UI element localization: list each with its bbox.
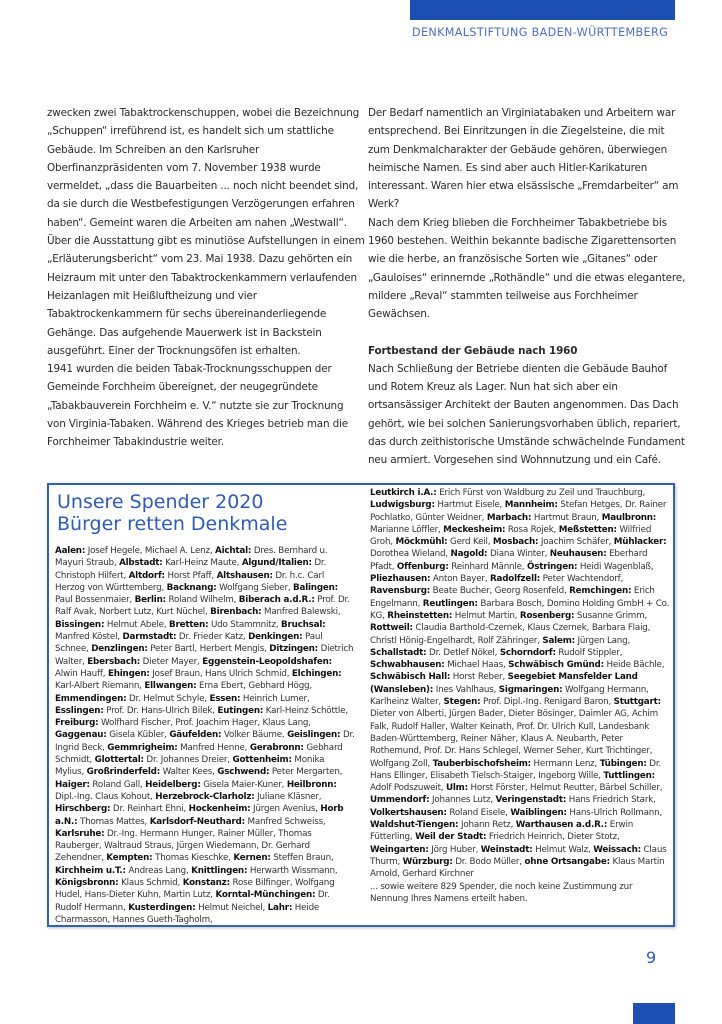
- donor-names: Dorothea Wieland,: [370, 549, 451, 560]
- donor-names: Hans Friedrich Stark,: [566, 795, 656, 806]
- donor-list-left-column: [55, 545, 355, 926]
- donor-names: Joachim Schäfer,: [538, 537, 614, 548]
- donor-place: Radolfzell:: [490, 574, 541, 585]
- donor-names: Barbara Bosch, Domino Holding GmbH + Co. KG,: [370, 598, 670, 621]
- donor-names: Gisela Kübler,: [106, 730, 170, 741]
- donor-place: Gäufelden:: [169, 730, 222, 741]
- donor-entry: [155, 792, 321, 802]
- donor-place: Kirchheim u.T.:: [55, 865, 126, 876]
- donor-place: Kernen:: [233, 853, 271, 864]
- donor-place: Neuhausen:: [549, 549, 607, 560]
- donor-names: Erich Fürst von Waldburg zu Zeil und Trauchburg,: [436, 488, 646, 498]
- donor-place: Weingarten:: [370, 844, 429, 855]
- donor-names: Johannes Lutz,: [429, 795, 496, 806]
- donor-place: Sigmaringen:: [498, 684, 563, 695]
- donor-entry: [370, 488, 645, 498]
- donor-place: Ehingen:: [107, 668, 150, 679]
- donor-entry: [487, 513, 602, 523]
- donor-entry: [490, 574, 623, 584]
- donor-place: Großrinderfeld:: [86, 767, 161, 778]
- donor-place: Knittlingen:: [191, 865, 248, 876]
- donor-names: Prof. Dr. Hans-Ulrich Bilek,: [103, 705, 218, 716]
- donor-entry: [129, 571, 217, 581]
- donor-place: Essen:: [209, 693, 241, 704]
- donor-entry: [444, 697, 614, 707]
- donor-entry: [493, 537, 614, 547]
- donor-place: Gemmrigheim:: [107, 742, 178, 753]
- donor-names: Horst Förster, Helmut Reutter, Bärbel Schiller,: [467, 783, 663, 794]
- donor-place: Weil der Stadt:: [415, 832, 487, 843]
- donor-entry: [370, 795, 496, 805]
- donor-names: Jörg Huber,: [428, 844, 481, 855]
- donor-place: Algund/Italien:: [241, 558, 312, 569]
- donor-list-box: [47, 483, 675, 927]
- donor-entry: [520, 611, 647, 621]
- donor-names: Manfred Schweiss,: [244, 816, 326, 827]
- donor-names: Wolfgang Hermann, Karlheinz Walter,: [370, 684, 649, 708]
- donor-place: Gaggenau:: [55, 730, 107, 741]
- donor-entry: [370, 672, 508, 682]
- donor-names: Juliane Kläsner,: [254, 791, 322, 802]
- donor-names: Dr.-Ing. Hermann Hunger, Rainer Müller, Thomas Rauberger, Waltraud Straus, Jürgen Wiedemann, Dr. Gerhard Zehendner,: [55, 828, 312, 864]
- donor-place: Königsbronn:: [55, 878, 119, 889]
- donor-names: Hans-Ulrich Rollmann,: [566, 807, 663, 818]
- donor-place: Tauberbischofsheim:: [432, 758, 531, 769]
- donor-place: Rosenberg:: [519, 610, 575, 621]
- donor-names: Horst Pfaff,: [164, 570, 217, 581]
- donor-place: Reutlingen:: [422, 598, 478, 609]
- donor-names: Peter Bartl, Herbert Mengis,: [147, 644, 270, 655]
- donor-entry: [106, 853, 233, 863]
- donor-place: ohne Ortsangabe:: [524, 856, 610, 867]
- donor-names: Rosa Rojek,: [505, 524, 559, 535]
- donor-names: Dieter Mayer,: [140, 656, 203, 667]
- donor-place: Meßstetten:: [558, 524, 617, 535]
- donor-entry: [55, 878, 183, 888]
- donor-entry: [55, 730, 169, 740]
- donor-entry: [128, 903, 267, 913]
- donor-box-subtitle-line: Bürger retten Denkmale: [57, 513, 288, 535]
- donor-place: Waldshut-Tiengen:: [370, 820, 459, 831]
- donor-place: Darmstadt:: [122, 632, 177, 643]
- donor-names: Heinrich Lumer,: [240, 693, 310, 704]
- article-paragraph: Nach dem Krieg blieben die Forchheimer Tabakbetriebe bis 1960 bestehen. Weithin bekannte badische Zigarettensorten wie die herbe, an französische Sorten wie „Gitanes“ oder „Gauloises“ erinnernde „Rothändle“ und die etwas elegantere, mildere „Reval“ stammten teilweise aus Forchheimer Gewächsen.: [368, 216, 686, 321]
- donor-names: Michael Haas,: [444, 660, 509, 671]
- donor-place: Mühlacker:: [613, 537, 667, 548]
- donor-entry: [481, 845, 593, 855]
- donor-names: Ines Vahlhaus,: [433, 684, 499, 695]
- donor-entry: [145, 780, 287, 790]
- donor-entry: [95, 755, 233, 765]
- donor-names: Roland Eisele,: [446, 807, 511, 818]
- donor-place: Volkertshausen:: [370, 807, 447, 818]
- donor-names: Heide Charmasson, Hannes Gueth-Tagholm,: [55, 902, 320, 925]
- donor-place: Hockenheim:: [188, 804, 251, 815]
- donor-place: Balingen:: [293, 582, 338, 593]
- donor-entry: [150, 817, 326, 827]
- donor-entry: [108, 669, 292, 679]
- donor-place: Gerabronn:: [249, 742, 304, 753]
- donor-place: Rheinstetten:: [387, 610, 453, 621]
- donor-names: Herwarth Wissmann,: [247, 865, 338, 876]
- donor-names: Andreas Lang,: [125, 865, 192, 876]
- donor-box-title-line: Unsere Spender 2020: [57, 491, 264, 513]
- donor-place: Heidelberg:: [145, 779, 201, 790]
- donor-place: Mosbach:: [492, 537, 539, 548]
- donor-entry: [233, 853, 333, 863]
- page-number: 9: [646, 948, 657, 967]
- donor-entry: [496, 795, 656, 805]
- donor-entry: [189, 804, 321, 814]
- donor-entry: [527, 562, 653, 572]
- donor-place: Backnang:: [166, 582, 217, 593]
- donor-place: Pliezhausen:: [370, 574, 431, 585]
- donor-place: Schorndorf:: [499, 647, 556, 658]
- donor-names: Roland Wilhelm,: [165, 595, 239, 606]
- donor-place: Heilbronn:: [286, 779, 337, 790]
- donor-names: Karl-Heinz Schöttle,: [263, 705, 348, 716]
- donor-place: Horb a.N.:: [55, 804, 344, 827]
- donor-place: Haiger:: [55, 779, 90, 790]
- donor-entry: [415, 832, 620, 842]
- donor-entry: [387, 611, 520, 621]
- donor-names: Paul Bossenmaier,: [55, 595, 135, 606]
- donor-names: Dr. Bodo Müller,: [452, 856, 525, 867]
- donor-place: Karlsruhe:: [55, 828, 105, 839]
- donor-entry: [217, 706, 348, 716]
- donor-names: Erich Engelmann,: [370, 586, 655, 609]
- donor-place: Nagold:: [450, 549, 488, 560]
- donor-names: Peter Mergarten,: [269, 767, 343, 778]
- donor-names: Rudolf Stippler,: [555, 647, 623, 658]
- donor-place: Konstanz:: [182, 878, 230, 889]
- article-paragraph: 1941 wurden die beiden Tabak-Trocknungsschuppen der Gemeinde Forchheim übereignet, der neugegründete „Tabakbauverein Forchheim e. V.“ nutzte sie zur Trocknung von Virginia-Tabaken. Während des Krieges betrieb man die Forchheimer Tabakindustrie weiter.: [47, 363, 349, 449]
- donor-place: Aichtal:: [215, 546, 252, 556]
- donor-entry: [370, 574, 490, 584]
- donor-place: Herzebrock-Clarholz:: [155, 791, 255, 802]
- donor-names: Hermann Lenz,: [530, 758, 600, 769]
- donor-names: Roland Gall,: [89, 779, 146, 790]
- donor-names: Hartmut Braun,: [531, 512, 602, 523]
- donor-entry: [508, 660, 664, 670]
- donor-names: Heide Bächle,: [603, 660, 665, 671]
- donor-entry: [55, 706, 217, 716]
- article-left-column: [47, 104, 365, 452]
- donor-names: Dr. Ingrid Beck,: [55, 730, 355, 753]
- donor-names: Helmut Neichel,: [195, 902, 268, 913]
- donor-names: Heidi Wagenblaß,: [577, 561, 654, 572]
- donor-place: Schallstadt:: [370, 647, 427, 658]
- donor-names: Eberhard Pfadt,: [370, 549, 648, 572]
- donor-entry: [169, 730, 287, 740]
- donor-entry: [210, 607, 340, 617]
- donor-place: Ulm:: [445, 783, 468, 794]
- donor-names: Dr. Frieder Katz,: [176, 632, 249, 643]
- donor-place: Eggenstein-Leopoldshafen:: [202, 656, 332, 667]
- donor-names: Erna Ebert, Gebhard Högg,: [196, 681, 312, 692]
- donor-names: Paul Schnee,: [55, 632, 323, 655]
- donor-entry: [217, 767, 342, 777]
- donor-place: Denzlingen:: [91, 644, 148, 655]
- donor-entry: [500, 648, 623, 658]
- donor-place: Schwabhausen:: [370, 660, 445, 671]
- donor-place: Kempten:: [106, 853, 153, 864]
- donor-entry: [55, 718, 311, 728]
- donor-footer-note: ... sowie weitere 829 Spender, die noch keine Zustimmung zur Nennung Ihres Namens erteilt haben.: [370, 881, 633, 904]
- donor-place: Waiblingen:: [510, 807, 567, 818]
- donor-place: Östringen:: [526, 561, 578, 572]
- donor-entry: [450, 549, 549, 559]
- donor-place: Ummendorf:: [370, 795, 430, 806]
- donor-names: Marianne Löffler,: [370, 524, 444, 535]
- donor-place: Esslingen:: [55, 705, 104, 716]
- donor-place: Stegen:: [443, 697, 481, 708]
- donor-names: Hartmut Eisele,: [434, 500, 505, 511]
- donor-place: Birenbach:: [210, 607, 262, 618]
- donor-names: Dr. Detlef Nökel,: [426, 647, 500, 658]
- donor-place: Schwäbisch Gmünd:: [508, 660, 604, 671]
- donor-place: Ravensburg:: [370, 586, 431, 597]
- donor-place: Ellwangen:: [144, 681, 197, 692]
- donor-entry: [370, 648, 500, 658]
- donor-place: Möckmühl:: [395, 537, 448, 548]
- donor-place: Karlsdorf-Neuthard:: [149, 816, 245, 827]
- article-paragraph: zwecken zwei Tabaktrockenschuppen, wobei die Bezeichnung „Schuppen“ irreführend ist, es handelt sich um stattliche Gebäude. Im Schreiben an den Karlsruher Oberfinanzpräsidenten vom 7. November 1938 wurde vermeldet, „dass die Bauarbeiten ... noch nicht beendet sind, da sie durch die Westbefestigungen Verzögerungen erfahren haben“. Gemeint waren die Arbeiten am nahen „Westwall“.: [47, 107, 360, 229]
- donor-entry: [87, 657, 202, 667]
- donor-names: Klaus Schmid,: [118, 878, 183, 889]
- donor-place: Biberach a.d.R.:: [238, 595, 315, 606]
- donor-names: Manfred Henne,: [177, 742, 250, 753]
- donor-names: Wolfgang Sieber,: [216, 582, 294, 593]
- donor-place: Weissach:: [593, 844, 641, 855]
- donor-entry: [55, 866, 191, 876]
- donor-list-right-column: [370, 487, 670, 905]
- donor-place: Salem:: [542, 635, 575, 646]
- donor-names: Reinhard Männle,: [448, 561, 527, 572]
- donor-names: Friedrich Heinrich, Dieter Stotz,: [486, 832, 620, 843]
- donor-names: Dr. Helmut Schyle,: [126, 693, 210, 704]
- donor-entries: [370, 488, 669, 879]
- donor-names: Claus Thurm,: [370, 844, 667, 867]
- donor-entry: [55, 780, 145, 790]
- donor-entry: [510, 808, 662, 818]
- donor-names: Monika Mylius,: [55, 755, 325, 778]
- donor-place: Ditzingen:: [269, 644, 318, 655]
- donor-place: Emmendingen:: [55, 693, 127, 704]
- donor-place: Elchingen:: [291, 668, 342, 679]
- donor-names: Klaus Martin Arnold, Gerhard Kirchner: [370, 856, 665, 880]
- donor-entry: [370, 845, 481, 855]
- donor-names: Dr. Rudolf Hermann,: [55, 890, 330, 913]
- donor-place: Korntal-Münchingen:: [215, 890, 316, 901]
- donor-place: Bruchsal:: [281, 619, 326, 630]
- donor-names: Gisela Maier-Kuner,: [200, 779, 287, 790]
- donor-names: Dietrich Walter,: [55, 644, 354, 667]
- donor-entry: [446, 783, 662, 793]
- donor-place: Hirschberg:: [55, 804, 111, 815]
- donor-names: Dr. h.c. Carl Herzog von Württemberg,: [55, 570, 325, 593]
- donor-names: Dr. Johannes Dreier,: [143, 755, 233, 766]
- donor-place: Mannheim:: [504, 500, 558, 511]
- donor-place: Meckesheim:: [443, 524, 506, 535]
- donor-place: Seegebiet Mansfelder Land (Wansleben):: [370, 672, 638, 695]
- donor-names: Dieter von Alberti, Jürgen Bader, Dieter Bösinger, Daimler AG, Achim Falk, Rudolf Haller, Walter Keinath, Prof. Dr. Ulrich Kull, Landesbank Baden-Württemberg, Reiner Näher, Klaus A. Neubarth, Peter Rothemund, Prof. Dr. Hans Schlegel, Werner Seher, Kurt Trichtinger, Wolfgang Zoll,: [370, 709, 658, 769]
- donor-entry: [169, 620, 281, 630]
- donor-names: Wolfhard Fischer, Prof. Joachim Hager, Klaus Lang,: [98, 718, 311, 729]
- header-color-bar: [410, 0, 675, 20]
- donor-entry: [119, 558, 242, 568]
- donor-place: Tübingen:: [599, 758, 647, 769]
- donor-place: Freiburg:: [55, 718, 99, 729]
- donor-place: Veringenstadt:: [495, 795, 567, 806]
- donor-place: Gschwend:: [217, 767, 270, 778]
- donor-entry: [135, 595, 239, 605]
- donor-names: Gebhard Schmidt,: [55, 742, 343, 766]
- donor-place: Offenburg:: [396, 561, 449, 572]
- donor-place: Tuttlingen:: [603, 770, 655, 781]
- donor-names: Josef Hegele, Michael A. Lenz,: [85, 546, 216, 556]
- donor-place: Ludwigsburg:: [370, 500, 435, 511]
- donor-place: Bretten:: [169, 619, 209, 630]
- donor-names: Gerd Keil,: [447, 537, 493, 548]
- donor-names: Jürgen Avenius,: [250, 804, 321, 815]
- donor-box-title: [57, 491, 287, 535]
- donor-names: Jürgen Lang,: [574, 635, 631, 646]
- donor-place: Warthausen a.d.R.:: [515, 820, 608, 831]
- donor-names: Manfred Balewski,: [261, 607, 341, 618]
- donor-names: Udo Stammnitz,: [208, 619, 282, 630]
- donor-place: Altdorf:: [128, 570, 165, 581]
- donor-entry: [209, 694, 309, 704]
- donor-place: Kusterdingen:: [128, 902, 196, 913]
- donor-entry: [55, 546, 215, 556]
- donor-names: Helmut Martin,: [452, 610, 520, 621]
- donor-entry: [87, 767, 218, 777]
- donor-entry: [433, 759, 600, 769]
- donor-entry: [167, 583, 293, 593]
- donor-names: Rose Bilfinger, Wolfgang Hudel, Hans-Dieter Kuhn, Martin Lutz,: [55, 878, 335, 901]
- donor-entry: [395, 537, 492, 547]
- donor-names: Volker Bäume,: [221, 730, 288, 741]
- donor-names: Susanne Grimm,: [574, 610, 648, 621]
- donor-names: Alwin Hauff,: [55, 668, 108, 679]
- article-paragraph: Der Bedarf namentlich an Virginiatabaken und Arbeitern war entsprechend. Bei Einritzungen in die Ziegelsteine, die mit zum Denkmalcharakter der Gebäude gehören, überwiegen heimische Namen. Es sind aber auch Hitler-Karikaturen interessant. Waren hier etwa elsässische „Fremdarbeiter“ am Werk?: [368, 107, 679, 211]
- donor-names: Manfred Köstel,: [55, 632, 123, 643]
- article-paragraph: Nach Schließung der Betriebe dienten die Gebäude Bauhof und Rotem Kreuz als Lager. Nun hat sich aber ein ortsansässiger Architekt der Bauten angenommen. Das Dach gehört, wie bei solchen Sanierungsvorhaben üblich, repariert, das durch zeithistorische Umstände schwächelnde Fundament neu armiert. Vorgesehen sind Wohnnutzung und ein Café.: [368, 362, 685, 467]
- footer-color-bar: [633, 1003, 675, 1024]
- donor-place: Schwäbisch Hall:: [370, 672, 451, 683]
- donor-names: Erwin Fütterling,: [370, 820, 634, 843]
- donor-place: Albstadt:: [119, 558, 163, 569]
- donor-place: Geislingen:: [287, 730, 341, 741]
- donor-place: Stuttgart:: [613, 697, 661, 708]
- donor-entry: [397, 562, 527, 572]
- donor-place: Würzburg:: [402, 856, 453, 867]
- donor-entry: [370, 808, 510, 818]
- donor-place: Altshausen:: [216, 570, 273, 581]
- donor-entry: [55, 804, 189, 814]
- donor-names: Horst Reber,: [450, 672, 508, 683]
- donor-place: Berlin:: [134, 595, 166, 606]
- donor-entry: [191, 866, 337, 876]
- donor-names: Thomas Mattes,: [77, 816, 150, 827]
- donor-place: Leutkirch i.A.:: [370, 488, 437, 498]
- donor-entry: [144, 681, 312, 691]
- donor-names: Thomas Kieschke,: [152, 853, 234, 864]
- donor-place: Aalen:: [55, 546, 86, 556]
- donor-names: Steffen Braun,: [270, 853, 334, 864]
- donor-entry: [542, 636, 630, 646]
- article-right-column: [368, 104, 686, 470]
- donor-entry: [443, 525, 559, 535]
- donor-names: Anton Bayer,: [430, 574, 490, 585]
- donor-names: Helmut Abele,: [104, 619, 170, 630]
- donor-names: Dr. Christoph Hilfert,: [55, 558, 327, 581]
- donor-names: Dr. Reinhart Ehni,: [110, 804, 189, 815]
- donor-names: Claudia Barthold-Czernek, Klaus Czernek, Barbara Flaig, Christl Hönig-Engelhardt, Rolf Zähringer,: [370, 623, 651, 646]
- donor-names: Beate Bucher, Georg Rosenfeld,: [430, 586, 570, 597]
- donor-entry: [107, 743, 250, 753]
- donor-place: Weinstadt:: [480, 844, 533, 855]
- donor-names: Helmut Walz,: [532, 844, 594, 855]
- donor-names: Dres. Bernhard u. Mayuri Straub,: [55, 546, 328, 569]
- donor-names: Prof. Dr. Ralf Avak, Norbert Lutz, Kurt Nüchel,: [55, 595, 350, 618]
- donor-names: Stefan Hetges, Dr. Rainer Pochlatko, Günter Weidner,: [370, 500, 667, 523]
- donor-names: Peter Wachtendorf,: [540, 574, 624, 585]
- donor-place: Maulbronn:: [601, 512, 657, 523]
- donor-place: Bissingen:: [55, 619, 105, 630]
- donor-names: Walter Kees,: [160, 767, 218, 778]
- donor-place: Marbach:: [486, 512, 532, 523]
- donor-names: Wilfried Groh,: [370, 524, 652, 548]
- donor-entry: [91, 644, 269, 654]
- donor-place: Glottertal:: [94, 755, 144, 766]
- donor-place: Lahr:: [267, 902, 293, 913]
- donor-entry: [370, 586, 569, 596]
- donor-names: Dipl.-Ing. Claus Kohout,: [55, 791, 156, 802]
- donor-place: Denkingen:: [248, 632, 303, 643]
- donor-entry: [55, 694, 209, 704]
- donor-names: Josef Braun, Hans Ulrich Schmid,: [149, 668, 292, 679]
- donor-entry: [403, 857, 525, 867]
- section-subheading: Fortbestand der Gebäude nach 1960: [368, 344, 578, 357]
- donor-entry: [370, 660, 508, 670]
- donor-names: Prof. Dipl.-Ing. Renigard Baron,: [480, 697, 614, 708]
- donor-entry: [122, 632, 248, 642]
- donor-names: Karl-Albert Riemann,: [55, 681, 145, 692]
- donor-entry: [370, 820, 516, 830]
- donor-names: Johann Retz,: [458, 820, 516, 831]
- donor-names: Dr. Hans Ellinger, Elisabeth Tielsch-Staiger, Ingeborg Wille,: [370, 758, 662, 781]
- donor-place: Rottweil:: [370, 623, 413, 634]
- donor-entry: [370, 500, 505, 510]
- donor-place: Remchingen:: [569, 586, 632, 597]
- donor-entry: [55, 620, 169, 630]
- donor-names: Adolf Podszuweit,: [370, 783, 446, 794]
- donor-place: Gottenheim:: [232, 755, 292, 766]
- donor-place: Eutingen:: [217, 705, 264, 716]
- organization-name: DENKMALSTIFTUNG BADEN-WÜRTTEMBERG: [412, 26, 669, 39]
- donor-names: Diana Winter,: [487, 549, 550, 560]
- donor-place: Ebersbach:: [87, 656, 141, 667]
- article-paragraph: Über die Ausstattung gibt es minutiöse Aufstellungen in einem „Erläuterungsbericht“ vom 23. Mai 1938. Dazu gehörten ein Heizraum mit unter den Tabaktrockenkammern verlaufenden Heizanlagen mit Heißluftheizung und vier Tabaktrockenkammern für sechs übereinanderliegende Gehänge. Das aufgehende Mauerwerk ist in Backstein ausgeführt. Einer der Trocknungsöfen ist erhalten.: [47, 235, 365, 357]
- donor-names: Karl-Heinz Maute,: [162, 558, 242, 569]
